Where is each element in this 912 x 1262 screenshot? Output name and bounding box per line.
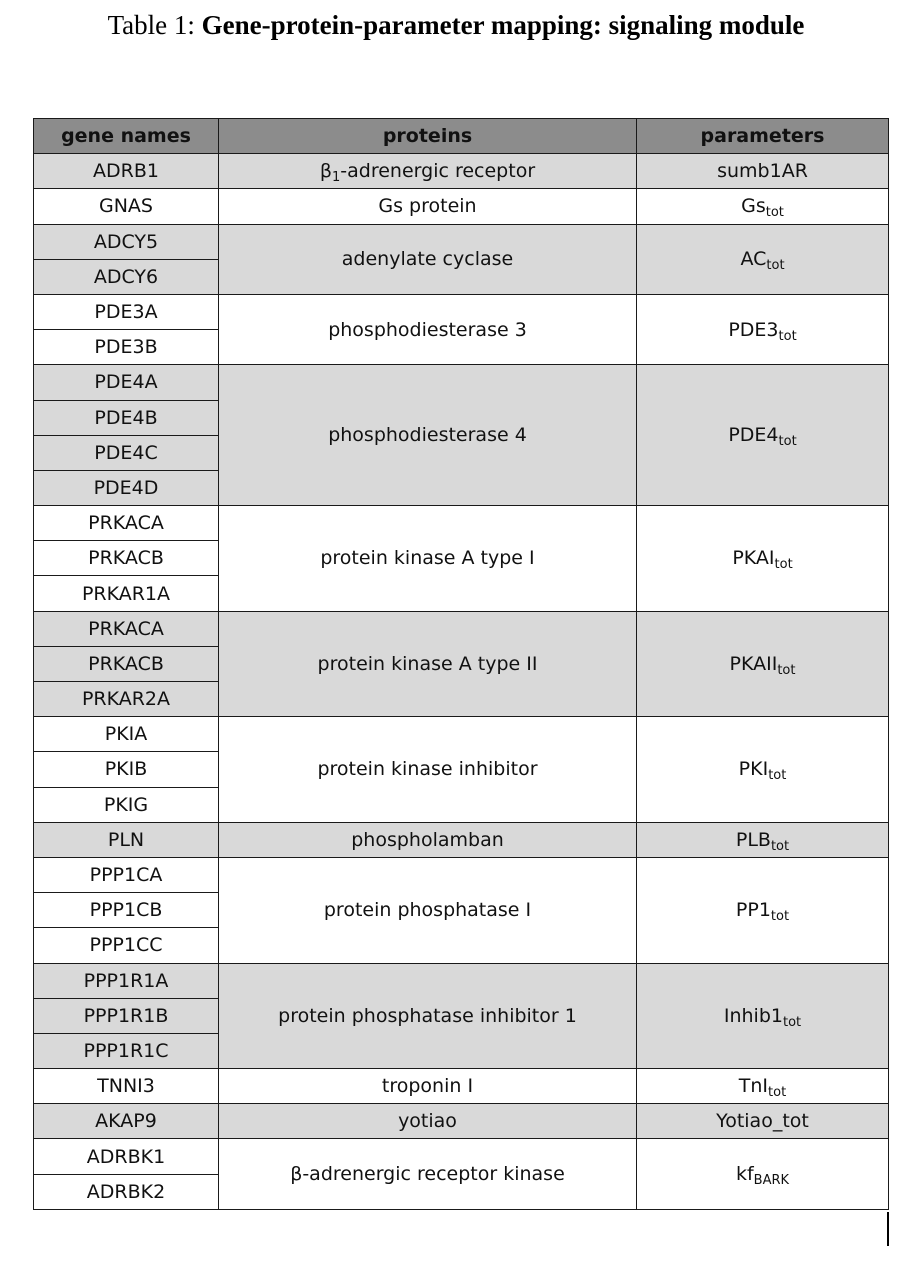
protein-subscript: 1 [332, 170, 341, 186]
gene-name-cell: ADRB1 [34, 154, 219, 189]
table-caption [0, 10, 912, 41]
parameter-name: PKAII [729, 652, 778, 675]
protein-name: protein kinase A type II [317, 652, 538, 675]
parameter-name: PP1 [735, 899, 771, 922]
parameter-cell [637, 822, 889, 857]
parameter-cell [637, 154, 889, 189]
parameter-subscript: tot [774, 557, 793, 573]
protein-cell [219, 611, 637, 717]
parameter-cell [637, 963, 889, 1069]
protein-name: protein phosphatase I [323, 899, 532, 922]
gene-name-cell: PPP1CB [34, 893, 219, 928]
protein-name: yotiao [398, 1110, 457, 1133]
gene-name-cell: AKAP9 [34, 1104, 219, 1139]
parameter-name: sumb1AR [717, 160, 808, 183]
gene-name-cell: PLN [34, 822, 219, 857]
parameter-subscript: tot [768, 1085, 787, 1101]
header-parameters: parameters [637, 119, 889, 154]
parameter-cell [637, 224, 889, 294]
table-row [34, 857, 889, 892]
parameter-cell [637, 294, 889, 364]
protein-cell [219, 822, 637, 857]
parameter-cell [637, 717, 889, 823]
gene-name-cell: ADCY6 [34, 259, 219, 294]
parameter-name: TnI [738, 1075, 769, 1098]
table-row [34, 963, 889, 998]
parameter-cell [637, 1104, 889, 1139]
protein-cell [219, 224, 637, 294]
table-row [34, 1069, 889, 1104]
gene-name-cell: PDE4B [34, 400, 219, 435]
gene-name-cell: PDE4C [34, 435, 219, 470]
caption-title: Gene-protein-parameter mapping: signaling module [201, 10, 805, 40]
parameter-subscript: BARK [753, 1173, 790, 1189]
gene-name-cell: PPP1R1A [34, 963, 219, 998]
edge-mark [887, 1212, 889, 1246]
gene-name-cell: PRKAR2A [34, 682, 219, 717]
table-row [34, 611, 889, 646]
protein-cell [219, 365, 637, 506]
table-row [34, 1139, 889, 1174]
parameter-cell [637, 1069, 889, 1104]
gene-name-cell: PKIG [34, 787, 219, 822]
gene-name-cell: PRKACA [34, 611, 219, 646]
gene-name-cell: PRKAR1A [34, 576, 219, 611]
parameter-subscript: tot [777, 662, 796, 678]
protein-name: protein phosphatase inhibitor 1 [278, 1004, 577, 1027]
parameter-name: PKAI [732, 547, 775, 570]
gene-name-cell: TNNI3 [34, 1069, 219, 1104]
protein-name: β [319, 160, 332, 183]
protein-name: phosphodiesterase 3 [328, 318, 527, 341]
parameter-name: PDE4 [728, 424, 779, 447]
gene-name-cell: ADCY5 [34, 224, 219, 259]
protein-cell [219, 154, 637, 189]
protein-name: phospholamban [351, 828, 504, 851]
parameter-cell [637, 1139, 889, 1209]
gene-name-cell: PDE4A [34, 365, 219, 400]
protein-cell [219, 294, 637, 364]
protein-name-rest: -adrenergic receptor [340, 160, 536, 183]
gene-name-cell: GNAS [34, 189, 219, 224]
table-body [34, 154, 889, 1210]
protein-cell [219, 1139, 637, 1209]
protein-name: protein kinase inhibitor [317, 758, 538, 781]
gene-name-cell: PDE3B [34, 330, 219, 365]
protein-cell [219, 189, 637, 224]
header-proteins: proteins [219, 119, 637, 154]
gene-name-cell: PPP1CA [34, 857, 219, 892]
parameter-subscript: tot [770, 909, 790, 925]
parameter-subscript: tot [782, 1014, 802, 1030]
table-row [34, 365, 889, 400]
gene-name-cell: PPP1CC [34, 928, 219, 963]
parameter-subscript: tot [768, 768, 787, 784]
parameter-cell [637, 857, 889, 963]
protein-name: troponin I [381, 1075, 474, 1098]
table-row [34, 1104, 889, 1139]
caption-prefix: Table 1: [107, 10, 195, 40]
protein-name: phosphodiesterase 4 [328, 424, 527, 447]
parameter-subscript: tot [766, 258, 785, 274]
header-gene-names: gene names [34, 119, 219, 154]
protein-cell [219, 1069, 637, 1104]
table-row [34, 822, 889, 857]
table-row [34, 224, 889, 259]
table-row [34, 506, 889, 541]
parameter-subscript: tot [770, 838, 790, 854]
protein-cell [219, 963, 637, 1069]
parameter-name: Inhib1 [723, 1004, 783, 1027]
protein-cell [219, 857, 637, 963]
gene-name-cell: PKIA [34, 717, 219, 752]
gene-name-cell: PDE3A [34, 294, 219, 329]
parameter-name: PKI [738, 758, 769, 781]
table-row [34, 294, 889, 329]
table-row [34, 717, 889, 752]
header-row [34, 119, 889, 154]
parameter-name: Yotiao_tot [716, 1110, 809, 1133]
parameter-name: PDE3 [728, 318, 779, 341]
parameter-cell [637, 506, 889, 612]
protein-name: adenylate cyclase [341, 248, 514, 271]
protein-cell [219, 1104, 637, 1139]
parameter-name: kf [735, 1163, 754, 1186]
parameter-name: PLB [735, 828, 771, 851]
table-row [34, 189, 889, 224]
parameter-cell [637, 189, 889, 224]
gene-name-cell: PRKACB [34, 541, 219, 576]
gene-name-cell: PRKACA [34, 506, 219, 541]
parameter-cell [637, 611, 889, 717]
parameter-cell [637, 365, 889, 506]
gene-name-cell: PPP1R1C [34, 1033, 219, 1068]
gene-name-cell: ADRBK1 [34, 1139, 219, 1174]
gene-protein-parameter-table [33, 118, 889, 1210]
protein-cell [219, 506, 637, 612]
gene-name-cell: PRKACB [34, 646, 219, 681]
protein-name: protein kinase A type I [320, 547, 535, 570]
gene-name-cell: PKIB [34, 752, 219, 787]
parameter-subscript: tot [778, 434, 797, 450]
parameter-subscript: tot [778, 328, 797, 344]
parameter-subscript: tot [765, 205, 784, 221]
protein-name: Gs protein [378, 195, 477, 218]
gene-name-cell: PPP1R1B [34, 998, 219, 1033]
gene-name-cell: ADRBK2 [34, 1174, 219, 1209]
protein-cell [219, 717, 637, 823]
parameter-name: AC [740, 248, 767, 271]
protein-name: β-adrenergic receptor kinase [290, 1163, 565, 1186]
gene-name-cell: PDE4D [34, 470, 219, 505]
parameter-name: Gs [741, 195, 766, 218]
table-row [34, 154, 889, 189]
